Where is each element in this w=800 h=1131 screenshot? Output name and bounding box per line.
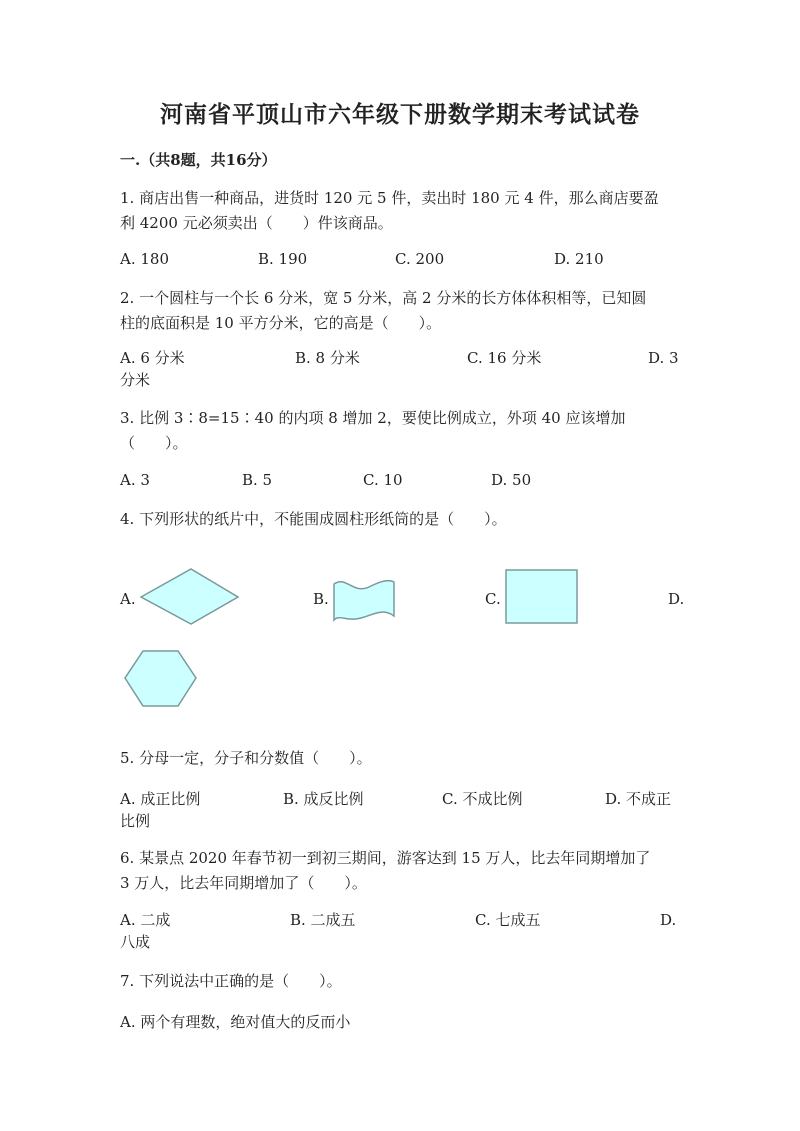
wave-flag-icon [331, 576, 399, 624]
q6-option-a[interactable]: A. 二成 [120, 911, 171, 929]
rectangle-icon [504, 568, 580, 626]
q3-option-c[interactable]: C. 10 [363, 471, 403, 489]
q6-option-d[interactable]: D. [660, 911, 677, 929]
question-2-line-1: 2. 一个圆柱与一个长 6 分米，宽 5 分米，高 2 分米的长方体体积相等，已知圆 [120, 289, 647, 307]
question-1-line-1: 1. 商店出售一种商品，进货时 120 元 5 件，卖出时 180 元 4 件，那么商店要盈 [120, 189, 659, 207]
q4-option-d[interactable]: D. [668, 590, 685, 608]
q6-option-b[interactable]: B. 二成五 [290, 911, 356, 929]
question-6-line-1: 6. 某景点 2020 年春节初一到初三期间，游客达到 15 万人，比去年同期增加了 [120, 849, 651, 867]
q2-option-d[interactable]: D. 3 [648, 349, 679, 367]
question-5-line-1: 5. 分母一定，分子和分数值（ ）。 [120, 749, 372, 767]
q3-option-a[interactable]: A. 3 [120, 471, 150, 489]
q2-option-b[interactable]: B. 8 分米 [295, 349, 360, 367]
hexagon-icon [123, 649, 199, 709]
question-3-line-1: 3. 比例 3∶8=15∶40 的内项 8 增加 2，要使比例成立，外项 40 应该增加 [120, 409, 626, 427]
q4-option-a[interactable]: A. [120, 590, 136, 608]
question-3-text [120, 406, 680, 456]
q5-option-d-wrap: 比例 [120, 812, 151, 830]
question-6-line-2: 3 万人，比去年同期增加了（ ）。 [120, 874, 367, 892]
page-title: 河南省平顶山市六年级下册数学期末考试试卷 [160, 101, 640, 128]
rhombus-icon [138, 566, 242, 628]
q5-option-b[interactable]: B. 成反比例 [283, 790, 364, 808]
question-4-line-1: 4. 下列形状的纸片中，不能围成圆柱形纸筒的是（ ）。 [120, 510, 507, 528]
q1-option-b[interactable]: B. 190 [258, 250, 308, 268]
q3-option-b[interactable]: B. 5 [242, 471, 273, 489]
question-1-text [120, 186, 680, 236]
question-1-line-2: 利 4200 元必须卖出（ ）件该商品。 [120, 214, 393, 232]
question-2-text [120, 286, 680, 336]
q4-option-c[interactable]: C. [485, 590, 501, 608]
q2-option-c[interactable]: C. 16 分米 [467, 349, 542, 367]
question-5-text [120, 746, 680, 771]
q2-option-d-wrap: 分米 [120, 371, 151, 389]
question-6-text [120, 846, 680, 896]
q3-option-d[interactable]: D. 50 [491, 471, 532, 489]
q6-option-d-wrap: 八成 [120, 933, 151, 951]
q1-option-d[interactable]: D. 210 [554, 250, 604, 268]
q4-option-b[interactable]: B. [313, 590, 329, 608]
q2-option-a[interactable]: A. 6 分米 [120, 349, 185, 367]
question-4-text [120, 507, 680, 532]
q1-option-a[interactable]: A. 180 [120, 250, 169, 268]
question-7-text [120, 969, 680, 994]
q5-option-d[interactable]: D. 不成正 [605, 790, 672, 808]
q6-option-c[interactable]: C. 七成五 [475, 911, 541, 929]
q5-option-a[interactable]: A. 成正比例 [120, 790, 201, 808]
question-7-line-1: 7. 下列说法中正确的是（ ）。 [120, 972, 342, 990]
question-2-line-2: 柱的底面积是 10 平方分米，它的高是（ ）。 [120, 314, 442, 332]
q7-option-a[interactable]: A. 两个有理数，绝对值大的反而小 [120, 1013, 351, 1031]
q1-option-c[interactable]: C. 200 [395, 250, 445, 268]
question-3-line-2: （ ）。 [120, 434, 188, 452]
section-header: 一.（共8题，共16分） [120, 151, 277, 169]
q5-option-c[interactable]: C. 不成比例 [442, 790, 523, 808]
